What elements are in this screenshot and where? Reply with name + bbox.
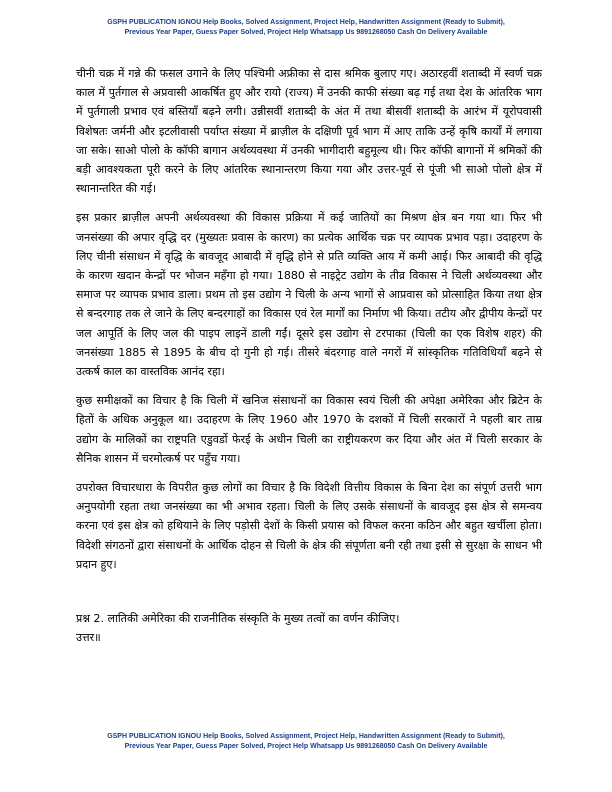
header-line-2: Previous Year Paper, Guess Paper Solved, Project Help Whatsapp Us 9891268050 Cash On Delivery Available bbox=[124, 29, 488, 36]
footer-line-2: Previous Year Paper, Guess Paper Solved, Project Help Whatsapp Us 9891268050 Cash On Delivery Available bbox=[124, 743, 488, 750]
header-line-1: GSPH PUBLICATION IGNOU Help Books, Solved Assignment, Project Help, Handwritten Assignment (Ready to Submit), bbox=[107, 19, 505, 26]
document-body bbox=[76, 64, 542, 584]
question-block bbox=[76, 609, 542, 647]
footer-line-1: GSPH PUBLICATION IGNOU Help Books, Solved Assignment, Project Help, Handwritten Assignment (Ready to Submit), bbox=[107, 733, 505, 740]
answer-label: उत्तर॥ bbox=[76, 631, 101, 644]
paragraph-2: इस प्रकार ब्राज़ील अपनी अर्थव्यवस्था की विकास प्रक्रिया में कई जातियों का मिश्रण क्षेत्र बन गया था। फिर भी जनसंख्या की अपार वृद्धि दर (मुख्यतः प्रवास के कारण) का प्रत्येक आर्थिक चक्र पर व्यापक प्रभाव पड़ा। उदाहरण के लिए चीनी संसाधन में वृद्धि के बावजूद आबादी में वृद्धि होने से प्रति व्यक्ति आय में कमी आई। फिर आबादी की वृद्धि के कारण खदान केन्द्रों पर भोजन महँगा हो गया। 1880 से नाइट्रेट उद्योग के तीव्र विकास ने चिली अर्थव्यवस्था और समाज पर व्यापक प्रभाव डाला। प्रथम तो इस उद्योग ने चिली के अन्य भागों से आप्रवास को प्रोत्साहित किया तथा क्षेत्र से बन्दरगाह तक ले जाने के लिए बन्दरगाहों का विकास एवं रेल मार्गों का निर्माण भी किया। तटीय और द्वीपीय केन्द्रों पर जल आपूर्ति के लिए जल की पाइप लाइनें डाली गईं। दूसरे इस उद्योग से टरपाका (चिली का एक विशेष शहर) की जनसंख्या 1885 से 1895 के बीच दो गुनी हो गई। तीसरे बंदरगाह वाले नगरों में सांस्कृतिक गतिविधियाँ बढ़ने से उत्कर्ष काल का वास्तविक आनंद रहा। bbox=[76, 211, 542, 379]
paragraph-3: कुछ समीक्षकों का विचार है कि चिली में खनिज संसाधनों का विकास स्वयं चिली की अपेक्षा अमेरिका और ब्रिटेन के हितों के अधिक अनुकूल था। उदाहरण के लिए 1960 और 1970 के दशकों में चिली सरकारों ने पहली बार ताम्र उद्योग के मालिकों का राष्ट्रपति एडुवर्डो फेरई के अधीन चिली का राष्ट्रीयकरण कर दिया और अंत में चिली सरकार के सैनिक शासन में चरमोत्कर्ष पर पहुँच गया। bbox=[76, 394, 542, 465]
page-header bbox=[40, 18, 572, 38]
page-footer bbox=[40, 732, 572, 752]
paragraph-1: चीनी चक्र में गन्ने की फसल उगाने के लिए पश्चिमी अफ्रीका से दास श्रमिक बुलाए गए। अठारहवीं शताब्दी में स्वर्ण चक्र काल में पुर्तगाल से अप्रवासी आकर्षित हुए और रायो (राज्य) में उनकी काफी संख्या बढ़ गई तथा देश के आंतरिक भाग में पुर्तगाली प्रभाव एवं बस्तियाँ बढ़ने लगी। उन्नीसवीं शताब्दी के अंत में तथा बीसवीं शताब्दी के आरंभ में यूरोपवासी विशेषतः जर्मनी और इटलीवासी पर्याप्त संख्या में ब्राज़ील के दक्षिणी पूर्व भाग में आए ताकि उन्हें कृषि कार्यों में लगाया जा सके। साओ पोलो के कॉफी बागान अर्थव्यवस्था में उनकी भागीदारी बहुमूल्य थी। फिर कॉफी बागानों में श्रमिकों की बड़ी आवश्यकता पूरी करने के लिए आंतरिक स्थानान्तरण किया गया और उत्तर-पूर्व से पूंजी भी साओ पोलो क्षेत्र में स्थानान्तरित की गई। bbox=[76, 67, 542, 196]
paragraph-4: उपरोक्त विचारधारा के विपरीत कुछ लोगों का विचार है कि विदेशी वित्तीय विकास के बिना देश का संपूर्ण उत्तरी भाग अनुपयोगी रहता तथा जनसंख्या का भी अभाव रहता। चिली के लिए उसके संसाधनों के बावजूद इस क्षेत्र से समन्वय करना एवं इस क्षेत्र को हथियाने के लिए पड़ोसी देशों के किसी प्रयास को विफल करना कठिन और बहुत खर्चीला होता। विदेशी संगठनों द्वारा संसाधनों के आर्थिक दोहन से चिली के क्षेत्र की संपूर्णता बनी रही तथा इसी से सुरक्षा के साधन भी प्रदान हुए। bbox=[76, 481, 542, 571]
question-text: प्रश्न 2. लातिकी अमेरिका की राजनीतिक संस्कृति के मुख्य तत्वों का वर्णन कीजिए। bbox=[76, 612, 400, 625]
